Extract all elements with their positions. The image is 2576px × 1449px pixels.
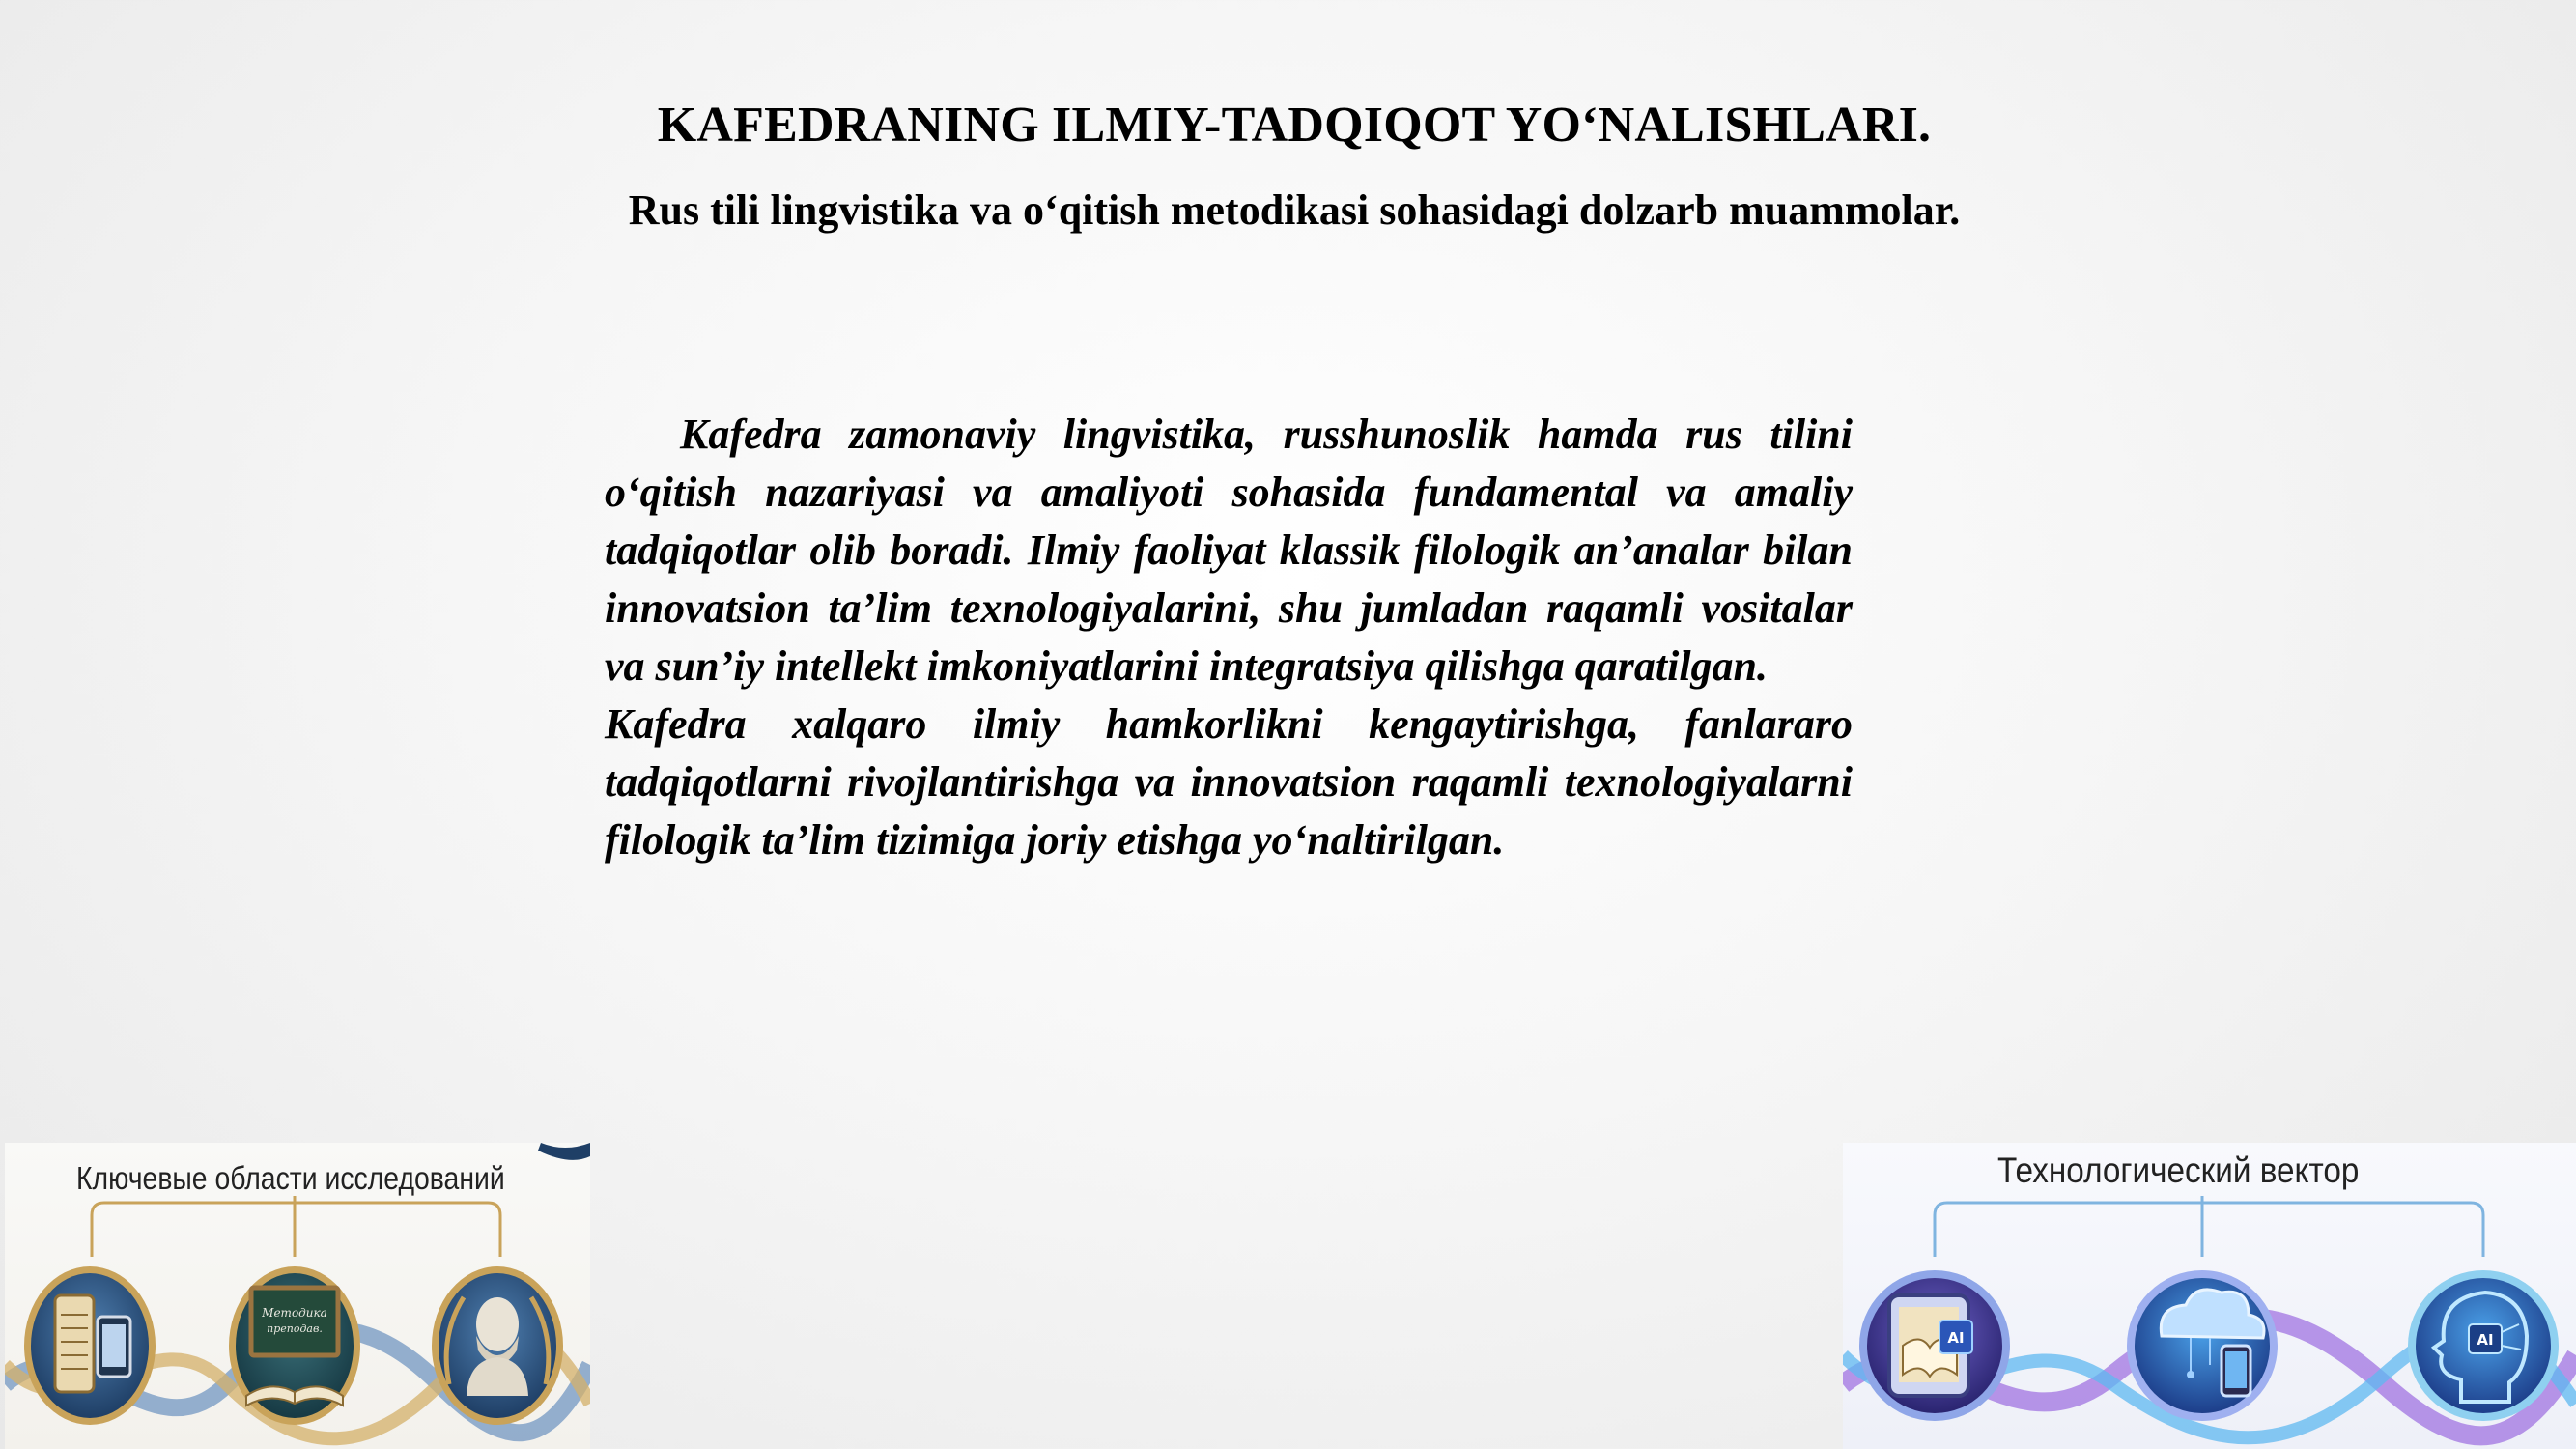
svg-text:AI: AI (2477, 1331, 2494, 1349)
ai-head-icon (2408, 1270, 2559, 1421)
cloud-mobile-icon (2127, 1270, 2278, 1421)
body-text (605, 406, 1853, 869)
tech-vector-caption: Технологический вектор (1997, 1151, 2360, 1190)
svg-text:преподав.: преподав. (267, 1322, 323, 1335)
ebook-ai-chip-icon (1859, 1270, 2010, 1421)
manuscript-and-tablet-icon (24, 1266, 156, 1425)
research-areas-image (5, 1143, 590, 1449)
research-areas-caption: Ключевые области исследований (76, 1160, 505, 1196)
slide-subtitle: Rus tili lingvistika va o‘qitish metodikasi sohasidagi dolzarb muammolar. (628, 186, 1961, 234)
svg-text:Методика: Методика (262, 1306, 327, 1320)
slide-title: KAFEDRANING ILMIY-TADQIQOT YO‘NALISHLARI. (657, 98, 1932, 153)
svg-text:AI: AI (1947, 1329, 1965, 1347)
chalkboard-and-book-icon (229, 1266, 360, 1425)
paragraph-1: Kafedra zamonaviy lingvistika, russhunoslik hamda rus tilini o‘qitish nazariyasi va amaliyoti sohasida fundamental va amaliy tadqiqotlar olib boradi. Ilmiy faoliyat klassik filologik an’analar bilan innovatsion ta’lim texnologiyalarini, shu jumladan raqamli vositalar va sun’iy intellekt imkoniyatlarini integratsiya qilishga qaratilgan. (605, 411, 1853, 690)
paragraph-2: Kafedra xalqaro ilmiy hamkorlikni kengaytirishga, fanlararo tadqiqotlarni rivojlantirishga va innovatsion raqamli texnologiyalarni filologik ta’lim tizimiga joriy etishga yo‘naltirilgan. (605, 700, 1853, 864)
classical-bust-laurel-icon (432, 1266, 563, 1425)
tech-vector-image (1843, 1143, 2576, 1449)
